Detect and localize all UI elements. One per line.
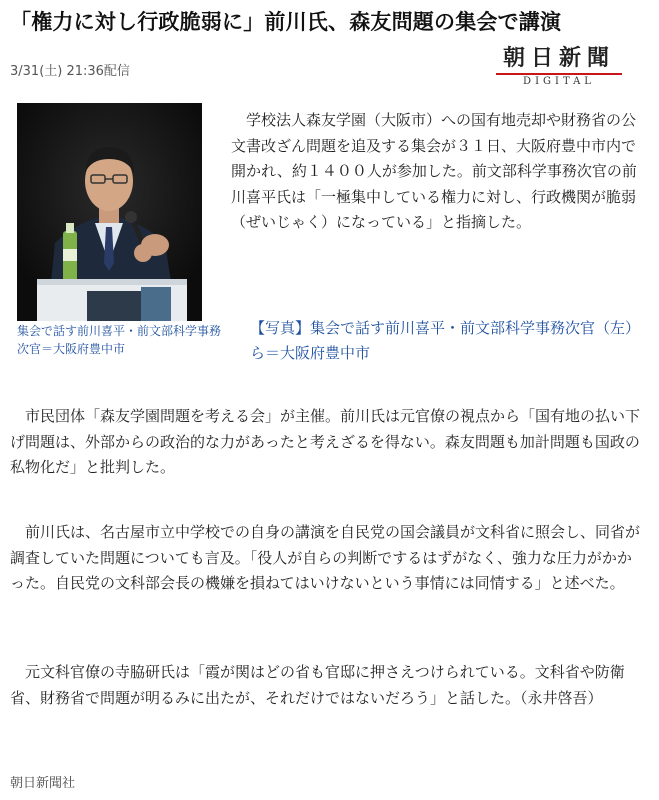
article-photo[interactable] — [17, 103, 202, 321]
body-paragraph-3: 元文科官僚の寺脇研氏は「霞が関はどの省も官邸に押さえつけられている。文科省や防衛省、財務省で問題が明るみに出たが、それだけではないだろう」と話した。（永井啓吾） — [10, 663, 625, 707]
body-paragraph-1: 市民団体「森友学園問題を考える会」が主催。前川氏は元官僚の視点から「国有地の払い下げ問題は、外部からの政治的な力があったと考えざるを得ない。森友問題も加計問題も国政の私物化だ」と批判した。 — [10, 407, 641, 476]
publisher-credit: 朝日新聞社 — [10, 776, 76, 791]
photo-caption: 集会で話す前川喜平・前文部科学事務次官＝大阪府豊中市 — [17, 324, 222, 356]
logo-name-ja: 朝日新聞 — [502, 45, 615, 71]
photo-gallery-link[interactable]: 【写真】集会で話す前川喜平・前文部科学事務次官（左）ら＝大阪府豊中市 — [250, 319, 641, 362]
article-headline: 「権力に対し行政脆弱に」前川氏、森友問題の集会で講演 — [10, 10, 562, 34]
publish-date: 3/31(土) 21:36配信 — [10, 64, 130, 79]
lead-paragraph: 学校法人森友学園（大阪市）への国有地売却や財務省の公文書改ざん問題を追及する集会が３１日、大阪府豊中市内で開かれ、約１４００人が参加した。前文部科学事務次官の前川喜平氏は「一極集中している権力に対し、行政機関が脆弱（ぜいじゃく）になっている」と指摘した。 — [231, 111, 637, 231]
asahi-digital-logo[interactable] — [496, 45, 622, 90]
speaker-photo-illustration — [17, 103, 202, 321]
body-paragraph-2: 前川氏は、名古屋市立中学校での自身の講演を自民党の国会議員が文科省に照会し、同省が調査していた問題についても言及。「役人が自らの判断でするはずがなく、強力な圧力がかかった。自民党の文科部会長の機嫌を損ねてはいけないという事情には同情する」と述べた。 — [10, 523, 641, 592]
logo-name-en: DIGITAL — [496, 73, 622, 87]
